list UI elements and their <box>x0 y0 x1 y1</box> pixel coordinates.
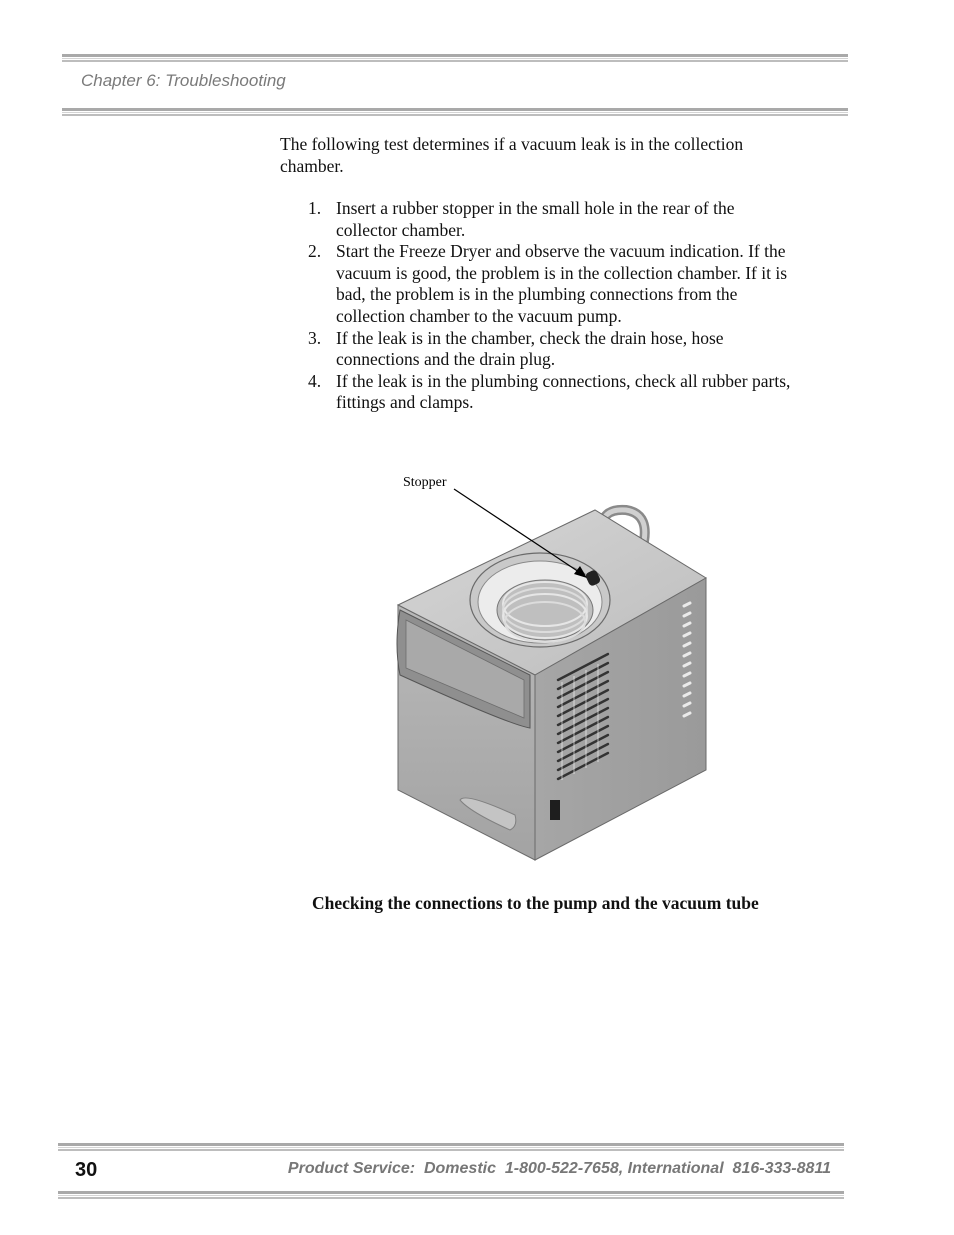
intro-paragraph: The following test determines if a vacuum leak is in the collection chamber. <box>280 134 744 176</box>
header-bottom-rule <box>62 108 848 116</box>
step-item <box>280 241 800 327</box>
step-item <box>280 371 800 414</box>
step-item <box>280 328 800 371</box>
freeze-dryer-illustration <box>390 470 730 865</box>
step-text: Start the Freeze Dryer and observe the vacuum indication. If the vacuum is good, the problem is in the collection chamber. If it is bad, the problem is in the plumbing connections from the collection chamber to the vacuum pump. <box>336 241 788 326</box>
step-number: 4. <box>308 370 322 391</box>
page-number: 30 <box>75 1159 98 1181</box>
step-text: Insert a rubber stopper in the small hole in the rear of the collector chamber. <box>336 198 735 240</box>
footer-bottom-rule <box>58 1191 844 1199</box>
freeze-dryer-figure <box>390 470 730 865</box>
step-number: 3. <box>308 327 322 348</box>
step-number: 1. <box>308 198 322 218</box>
figure-caption: Checking the connections to the pump and the vacuum tube <box>312 893 759 913</box>
step-text: If the leak is in the plumbing connections, check all rubber parts, fittings and clamps. <box>336 370 791 413</box>
stopper-callout-label: Stopper <box>403 475 447 490</box>
step-item <box>280 198 800 241</box>
header-top-rule <box>62 54 848 62</box>
step-number: 2. <box>308 241 322 262</box>
step-text: If the leak is in the chamber, check the drain hose, hose connections and the drain plug. <box>336 327 724 370</box>
power-switch-icon <box>550 800 560 820</box>
product-service-contact: Product Service: Domestic 1-800-522-7658, International 816-333-8811 <box>287 1160 831 1177</box>
chapter-title: Chapter 6: Troubleshooting <box>81 71 286 90</box>
footer-top-rule <box>58 1143 844 1151</box>
procedure-steps <box>280 198 800 414</box>
